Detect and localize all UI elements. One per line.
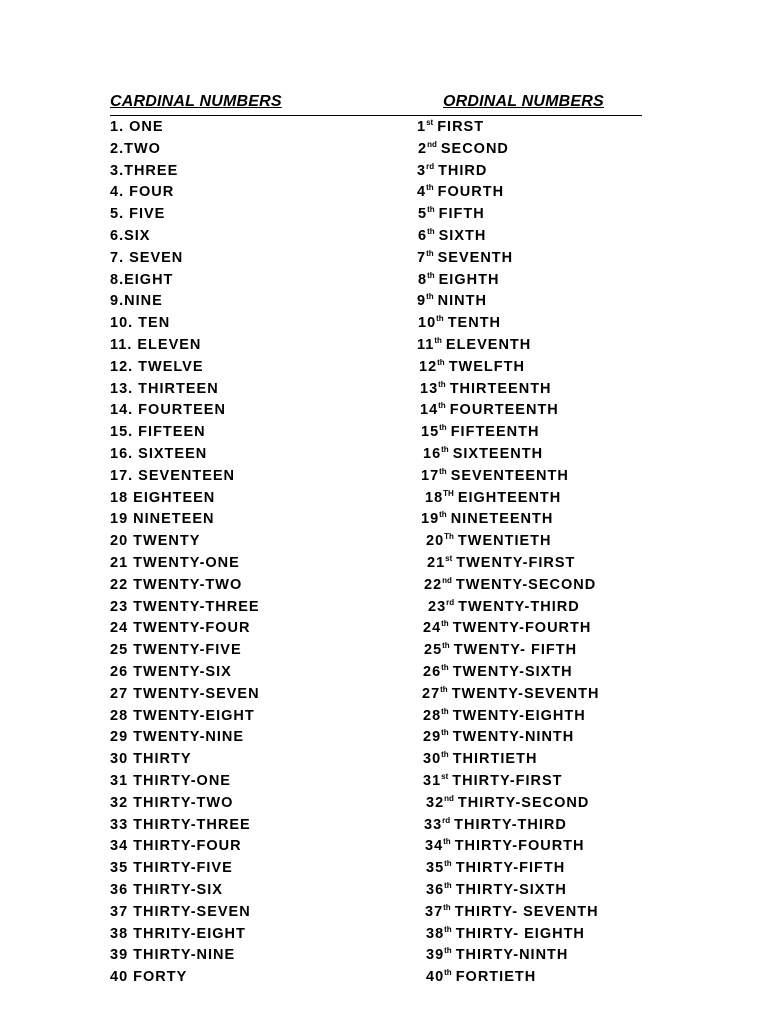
cardinal-cell: 23 TWENTY-THREE xyxy=(110,598,260,615)
ordinal-suffix: th xyxy=(441,663,449,672)
ordinal-cell xyxy=(424,814,567,836)
ordinal-number: 27 xyxy=(422,685,441,702)
ordinal-suffix: th xyxy=(439,510,447,520)
ordinal-word: TWENTIETH xyxy=(457,533,552,550)
ordinal-word: FIRST xyxy=(437,119,485,135)
ordinal-suffix: nd xyxy=(444,793,454,803)
ordinal-word: THIRD xyxy=(438,162,488,179)
ordinal-suffix: th xyxy=(444,968,452,978)
ordinal-cell xyxy=(417,116,484,138)
table-row xyxy=(0,617,768,639)
ordinal-suffix: rd xyxy=(426,161,435,171)
ordinal-number: 39 xyxy=(426,947,445,964)
ordinal-suffix: th xyxy=(444,859,452,869)
cardinal-cell: 39 THIRTY-NINE xyxy=(110,947,236,964)
ordinal-number: 21 xyxy=(427,555,446,571)
ordinal-number: 6 xyxy=(418,228,428,244)
cardinal-cell: 40 FORTY xyxy=(110,969,188,986)
ordinal-number: 19 xyxy=(421,511,440,528)
cardinal-cell: 18 EIGHTEEN xyxy=(110,489,216,506)
ordinal-cell xyxy=(419,356,525,378)
ordinal-cell xyxy=(426,966,536,988)
ordinal-number: 24 xyxy=(423,620,442,637)
ordinal-word: THIRTY-SIXTH xyxy=(455,882,567,898)
ordinal-word: FOURTH xyxy=(437,184,505,201)
cardinal-cell: 25 TWENTY-FIVE xyxy=(110,642,242,659)
ordinal-suffix: nd xyxy=(427,139,437,149)
ordinal-suffix: nd xyxy=(442,575,452,585)
ordinal-suffix: st xyxy=(426,118,434,127)
table-row xyxy=(0,944,768,966)
ordinal-word: TWELFTH xyxy=(448,358,525,375)
ordinal-number: 4 xyxy=(417,184,427,201)
table-row xyxy=(0,421,768,443)
ordinal-word: SIXTH xyxy=(438,228,487,244)
ordinal-cell xyxy=(425,835,585,857)
ordinal-number: 26 xyxy=(423,664,442,680)
cardinal-cell: 4. FOUR xyxy=(110,184,175,201)
ordinal-suffix: TH xyxy=(443,488,454,498)
table-row xyxy=(0,181,768,203)
table-row xyxy=(0,792,768,814)
ordinal-number: 28 xyxy=(423,707,442,724)
cardinal-cell: 28 TWENTY-EIGHT xyxy=(110,707,255,724)
ordinal-number: 37 xyxy=(425,903,444,920)
ordinal-number: 31 xyxy=(423,773,442,789)
ordinal-number: 22 xyxy=(424,576,443,593)
ordinal-number: 8 xyxy=(418,271,428,288)
ordinal-word: EIGHTH xyxy=(438,271,500,288)
ordinal-word: TWENTY-FOURTH xyxy=(452,620,592,637)
ordinal-cell xyxy=(418,203,485,225)
table-row xyxy=(0,966,768,988)
ordinal-suffix: th xyxy=(444,924,452,934)
table-row xyxy=(0,116,768,138)
ordinal-word: SIXTEENTH xyxy=(452,446,544,462)
table-row xyxy=(0,596,768,618)
ordinal-numbers-heading: ORDINAL NUMBERS xyxy=(443,93,604,110)
cardinal-cell: 33 THIRTY-THREE xyxy=(110,816,251,833)
ordinal-cell xyxy=(426,879,567,901)
ordinal-suffix: th xyxy=(442,641,450,651)
ordinal-cell xyxy=(417,334,531,356)
ordinal-number: 17 xyxy=(421,467,440,484)
table-row xyxy=(0,661,768,683)
ordinal-number: 38 xyxy=(426,925,445,942)
ordinal-cell xyxy=(423,705,586,727)
ordinal-number: 34 xyxy=(425,838,444,855)
ordinal-word: THIRTIETH xyxy=(452,751,538,768)
table-row xyxy=(0,269,768,291)
ordinal-suffix: th xyxy=(439,423,447,433)
ordinal-suffix: th xyxy=(444,946,452,956)
ordinal-suffix: th xyxy=(440,684,448,694)
ordinal-number: 3 xyxy=(417,162,427,179)
ordinal-cell xyxy=(423,617,591,639)
table-row xyxy=(0,726,768,748)
cardinal-cell: 36 THIRTY-SIX xyxy=(110,882,223,898)
ordinal-suffix: th xyxy=(441,445,449,454)
ordinal-number: 12 xyxy=(419,358,438,375)
ordinal-cell xyxy=(427,552,575,574)
ordinal-word: THIRTY-SECOND xyxy=(457,794,590,811)
cardinal-cell: 3.THREE xyxy=(110,162,179,179)
ordinal-number: 29 xyxy=(423,729,442,746)
cardinal-cell: 29 TWENTY-NINE xyxy=(110,729,245,746)
ordinal-number: 23 xyxy=(428,598,447,615)
ordinal-cell xyxy=(423,661,573,683)
ordinal-number: 40 xyxy=(426,969,445,986)
ordinal-number: 11 xyxy=(417,337,435,353)
ordinal-number: 18 xyxy=(425,489,444,506)
ordinal-word: THIRTY-NINTH xyxy=(455,947,569,964)
cardinal-cell: 16. SIXTEEN xyxy=(110,446,208,462)
ordinal-cell xyxy=(426,923,585,945)
ordinal-suffix: th xyxy=(437,357,445,367)
ordinal-suffix: Th xyxy=(444,532,454,542)
ordinal-word: SECOND xyxy=(440,140,509,157)
ordinal-number: 30 xyxy=(423,751,442,768)
cardinal-cell: 11. ELEVEN xyxy=(110,337,202,353)
ordinal-cell xyxy=(421,508,553,530)
ordinal-suffix: rd xyxy=(442,815,451,825)
ordinal-cell xyxy=(425,487,561,509)
table-row xyxy=(0,705,768,727)
cardinal-cell: 2.TWO xyxy=(110,140,161,157)
ordinal-cell xyxy=(421,465,569,487)
ordinal-cell xyxy=(420,378,552,400)
ordinal-suffix: st xyxy=(441,772,449,781)
ordinal-cell xyxy=(423,770,563,792)
cardinal-cell: 15. FIFTEEN xyxy=(110,424,206,441)
ordinal-cell xyxy=(424,639,577,661)
table-row xyxy=(0,378,768,400)
table-row xyxy=(0,835,768,857)
cardinal-cell: 21 TWENTY-ONE xyxy=(110,555,240,571)
ordinal-cell xyxy=(426,530,552,552)
ordinal-cell xyxy=(428,596,580,618)
ordinal-cell xyxy=(420,399,559,421)
ordinal-word: FIFTEENTH xyxy=(450,424,540,441)
ordinal-suffix: th xyxy=(426,248,434,258)
ordinal-cell xyxy=(418,312,501,334)
table-row xyxy=(0,530,768,552)
ordinal-number: 10 xyxy=(418,315,437,332)
ordinal-word: TWENTY- FIFTH xyxy=(453,642,578,659)
cardinal-cell: 9.NINE xyxy=(110,293,163,310)
ordinal-word: THIRTY- SEVENTH xyxy=(454,903,599,920)
ordinal-cell xyxy=(423,726,574,748)
ordinal-suffix: th xyxy=(436,314,444,324)
table-row xyxy=(0,814,768,836)
ordinal-cell xyxy=(425,901,599,923)
cardinal-cell: 26 TWENTY-SIX xyxy=(110,664,232,680)
cardinal-cell: 14. FOURTEEN xyxy=(110,402,226,419)
table-row xyxy=(0,247,768,269)
cardinal-cell: 8.EIGHT xyxy=(110,271,174,288)
ordinal-suffix: th xyxy=(427,227,435,236)
ordinal-number: 16 xyxy=(423,446,442,462)
ordinal-cell xyxy=(417,160,487,182)
cardinal-cell: 12. TWELVE xyxy=(110,358,204,375)
ordinal-suffix: th xyxy=(439,466,447,476)
cardinal-numbers-heading: CARDINAL NUMBERS xyxy=(110,93,282,110)
table-row xyxy=(0,399,768,421)
ordinal-word: THIRTY-FIRST xyxy=(452,773,563,789)
ordinal-word: TWENTY-NINTH xyxy=(452,729,575,746)
ordinal-suffix: th xyxy=(426,183,434,193)
ordinal-word: TWENTY-SEVENTH xyxy=(451,685,600,702)
ordinal-number: 36 xyxy=(426,882,445,898)
ordinal-word: FOURTEENTH xyxy=(449,402,559,419)
cardinal-cell: 5. FIVE xyxy=(110,206,166,223)
cardinal-cell: 37 THIRTY-SEVEN xyxy=(110,903,251,920)
ordinal-cell xyxy=(423,748,537,770)
ordinal-number: 25 xyxy=(424,642,443,659)
ordinal-number: 35 xyxy=(426,860,445,877)
cardinal-cell: 20 TWENTY xyxy=(110,533,201,550)
ordinal-number: 2 xyxy=(418,140,428,157)
cardinal-cell: 32 THIRTY-TWO xyxy=(110,794,234,811)
ordinal-suffix: st xyxy=(445,554,453,563)
cardinal-cell: 34 THIRTY-FOUR xyxy=(110,838,242,855)
table-row xyxy=(0,487,768,509)
cardinal-cell: 17. SEVENTEEN xyxy=(110,467,236,484)
cardinal-cell: 19 NINETEEN xyxy=(110,511,215,528)
ordinal-suffix: th xyxy=(441,750,449,760)
ordinal-word: TWENTY-SECOND xyxy=(455,576,597,593)
ordinal-suffix: th xyxy=(426,292,434,302)
ordinal-word: THIRTEENTH xyxy=(449,380,552,397)
table-row xyxy=(0,923,768,945)
ordinal-word: TWENTY-EIGHTH xyxy=(452,707,586,724)
ordinal-word: TENTH xyxy=(447,315,502,332)
ordinal-word: THIRTY-FIFTH xyxy=(455,860,566,877)
cardinal-cell: 27 TWENTY-SEVEN xyxy=(110,685,260,702)
ordinal-suffix: th xyxy=(441,728,449,738)
ordinal-number: 32 xyxy=(426,794,445,811)
ordinal-cell xyxy=(417,290,487,312)
table-row xyxy=(0,748,768,770)
cardinal-cell: 24 TWENTY-FOUR xyxy=(110,620,251,637)
cardinal-cell: 38 THRITY-EIGHT xyxy=(110,925,246,942)
cardinal-cell: 22 TWENTY-TWO xyxy=(110,576,243,593)
ordinal-word: EIGHTEENTH xyxy=(457,489,562,506)
ordinal-word: TWENTY-THIRD xyxy=(458,598,580,615)
table-row xyxy=(0,312,768,334)
ordinal-number: 14 xyxy=(420,402,439,419)
table-row xyxy=(0,203,768,225)
cardinal-cell: 10. TEN xyxy=(110,315,171,332)
table-row xyxy=(0,334,768,356)
ordinal-word: FORTIETH xyxy=(455,969,537,986)
table-row xyxy=(0,683,768,705)
table-row xyxy=(0,901,768,923)
ordinal-cell xyxy=(424,574,596,596)
table-row xyxy=(0,770,768,792)
ordinal-word: TWENTY-SIXTH xyxy=(452,664,573,680)
ordinal-cell xyxy=(426,944,568,966)
table-header xyxy=(110,93,642,116)
ordinal-suffix: rd xyxy=(446,597,455,607)
cardinal-cell: 35 THIRTY-FIVE xyxy=(110,860,233,877)
table-row xyxy=(0,160,768,182)
ordinal-suffix: th xyxy=(427,205,435,215)
ordinal-number: 15 xyxy=(421,424,440,441)
ordinal-cell xyxy=(417,247,513,269)
ordinal-word: THIRTY-FOURTH xyxy=(454,838,585,855)
ordinal-suffix: th xyxy=(443,902,451,912)
table-row xyxy=(0,225,768,247)
ordinal-number: 20 xyxy=(426,533,445,550)
ordinal-cell xyxy=(418,225,486,247)
ordinal-suffix: th xyxy=(438,401,446,411)
ordinal-cell xyxy=(426,792,589,814)
ordinal-word: THIRTY- EIGHTH xyxy=(455,925,585,942)
ordinal-cell xyxy=(422,683,599,705)
ordinal-suffix: th xyxy=(443,837,451,847)
ordinal-word: NINETEENTH xyxy=(450,511,554,528)
ordinal-suffix: th xyxy=(441,706,449,716)
ordinal-number: 7 xyxy=(417,249,427,266)
ordinal-word: ELEVENTH xyxy=(445,337,532,353)
ordinal-number: 1 xyxy=(417,119,427,135)
table-row xyxy=(0,639,768,661)
ordinal-word: TWENTY-FIRST xyxy=(456,555,576,571)
cardinal-cell: 7. SEVEN xyxy=(110,249,184,266)
ordinal-cell xyxy=(421,421,539,443)
ordinal-word: SEVENTEENTH xyxy=(450,467,569,484)
ordinal-cell xyxy=(423,443,543,465)
cardinal-cell: 13. THIRTEEN xyxy=(110,380,219,397)
table-row xyxy=(0,356,768,378)
table-row xyxy=(0,857,768,879)
cardinal-cell: 6.SIX xyxy=(110,228,151,244)
table-row xyxy=(0,443,768,465)
ordinal-word: THIRTY-THIRD xyxy=(454,816,567,833)
ordinal-cell xyxy=(418,138,509,160)
table-row xyxy=(0,290,768,312)
ordinal-cell xyxy=(418,269,499,291)
table-row xyxy=(0,552,768,574)
table-row xyxy=(0,879,768,901)
cardinal-cell: 31 THIRTY-ONE xyxy=(110,773,231,789)
ordinal-suffix: th xyxy=(438,379,446,389)
ordinal-word: NINTH xyxy=(437,293,487,310)
ordinal-number: 9 xyxy=(417,293,427,310)
cardinal-cell: 1. ONE xyxy=(110,119,164,135)
cardinal-cell: 30 THIRTY xyxy=(110,751,192,768)
ordinal-suffix: th xyxy=(444,881,452,890)
table-row xyxy=(0,508,768,530)
ordinal-cell xyxy=(417,181,504,203)
ordinal-number: 33 xyxy=(424,816,443,833)
ordinal-word: FIFTH xyxy=(438,206,485,223)
table-row xyxy=(0,138,768,160)
ordinal-number: 13 xyxy=(420,380,439,397)
ordinal-suffix: th xyxy=(434,336,442,345)
ordinal-cell xyxy=(426,857,565,879)
table-row xyxy=(0,574,768,596)
ordinal-number: 5 xyxy=(418,206,428,223)
table-row xyxy=(0,465,768,487)
ordinal-word: SEVENTH xyxy=(437,249,514,266)
ordinal-suffix: th xyxy=(441,619,449,629)
ordinal-suffix: th xyxy=(427,270,435,280)
